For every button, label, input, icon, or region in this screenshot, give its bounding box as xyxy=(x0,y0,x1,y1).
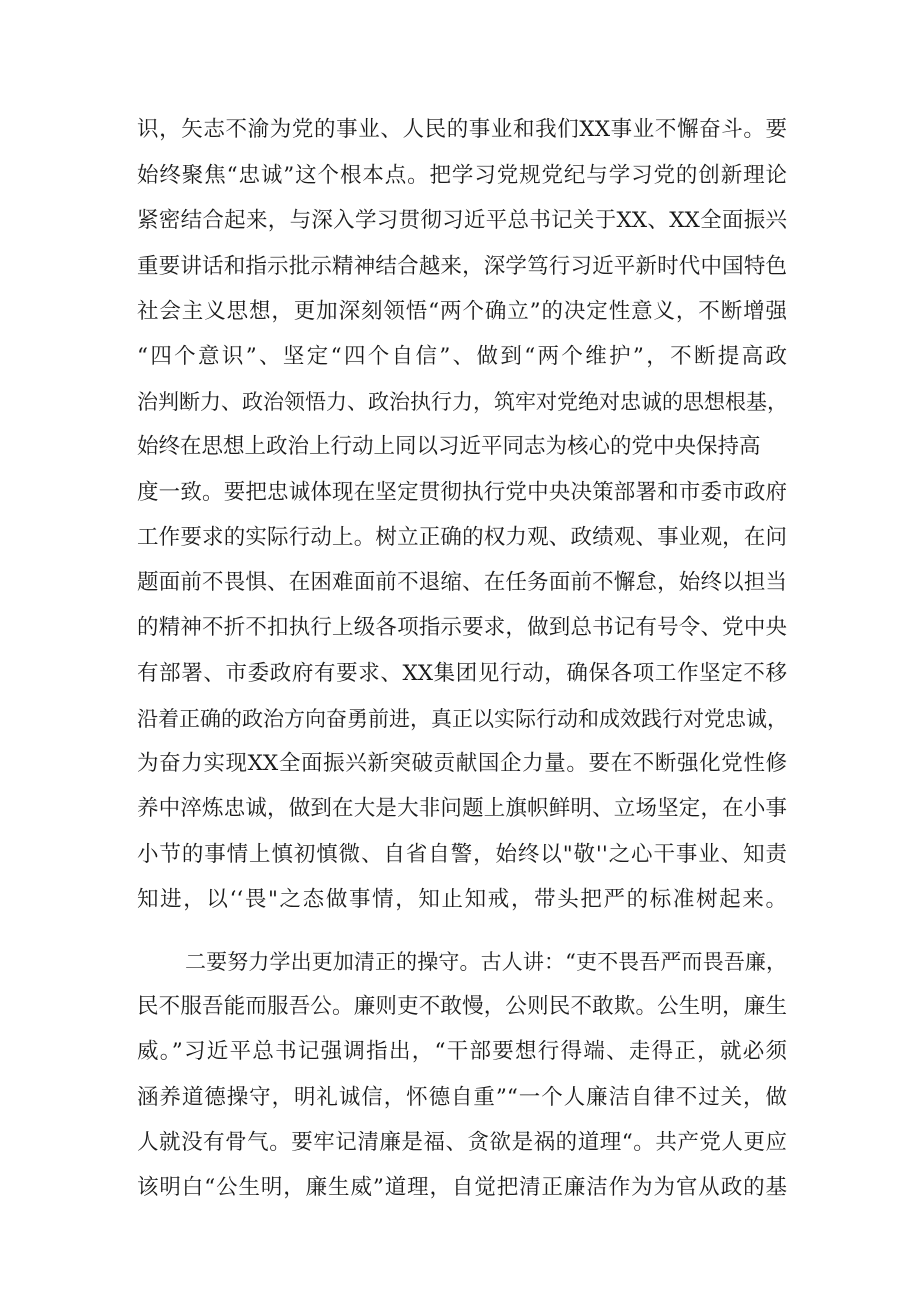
text-line: 民不服吾能而服吾公。廉则吏不敢慢，公则民不敢欺。公生明，廉生 xyxy=(137,994,787,1019)
text-line: 威。”习近平总书记强调指出，“干部要想行得端、走得正，就必须 xyxy=(137,1039,787,1064)
text-line: 始终在思想上政治上行动上同以习近平同志为核心的党中央保持高 xyxy=(137,434,761,459)
text-line: 小节的事情上慎初慎微、自省自警，始终以"敬''之心干事业、知责 xyxy=(137,842,787,867)
text-line: 有部署、市委政府有要求、XX集团见行动，确保各项工作坚定不移 xyxy=(137,661,787,686)
text-line: 重要讲话和指示批示精神结合越来，深学笃行习近平新时代中国特色 xyxy=(137,254,787,279)
text-line: 题面前不畏惧、在困难面前不退缩、在任务面前不懈怠，始终以担当 xyxy=(137,570,787,595)
text-line: 人就没有骨气。要牢记清廉是福、贪欲是祸的道理“。共产党人更应 xyxy=(137,1130,787,1155)
text-line: 涵养道德操守，明礼诚信，怀德自重”“一个人廉洁自律不过关，做 xyxy=(137,1085,787,1110)
text-line: 治判断力、政治领悟力、政治执行力，筑牢对党绝对忠诚的思想根基， xyxy=(137,390,788,414)
text-line: “四个意识”、坚定“四个自信”、做到“两个维护”，不断提高政 xyxy=(137,344,787,369)
text-line: 为奋力实现XX全面振兴新突破贡献国企力量。要在不断强化党性修 xyxy=(137,751,787,776)
text-line: 社会主义思想，更加深刻领悟“两个确立”的决定性意义，不断增强 xyxy=(137,299,787,324)
text-line: 识，矢志不渝为党的事业、人民的事业和我们XX事业不懈奋斗。要 xyxy=(137,117,787,142)
text-line: 始终聚焦“忠诚”这个根本点。把学习党规党纪与学习党的创新理论 xyxy=(137,163,787,188)
text-line: 紧密结合起来，与深入学习贯彻习近平总书记关于XX、XX全面振兴 xyxy=(137,208,787,233)
text-line: 度一致。要把忠诚体现在坚定贯彻执行党中央决策部署和市委市政府 xyxy=(137,480,787,505)
text-line: 该明白“公生明，廉生威”道理，自觉把清正廉洁作为为官从政的基 xyxy=(137,1175,787,1200)
text-line: 知进，以‘‘畏"之态做事情，知止知戒，带头把严的标准树起来。 xyxy=(137,887,787,912)
text-line: 工作要求的实际行动上。树立正确的权力观、政绩观、事业观，在问 xyxy=(137,525,787,550)
text-line: 二要努力学出更加清正的操守。古人讲：“吏不畏吾严而畏吾廉， xyxy=(185,950,787,974)
text-line: 沿着正确的政治方向奋勇前进，真正以实际行动和成效践行对党忠诚， xyxy=(137,707,788,731)
text-line: 养中淬炼忠诚，做到在大是大非问题上旗帜鲜明、立场坚定，在小事 xyxy=(137,796,787,821)
text-line: 的精神不折不扣执行上级各项指示要求，做到总书记有号令、党中央 xyxy=(137,615,787,640)
